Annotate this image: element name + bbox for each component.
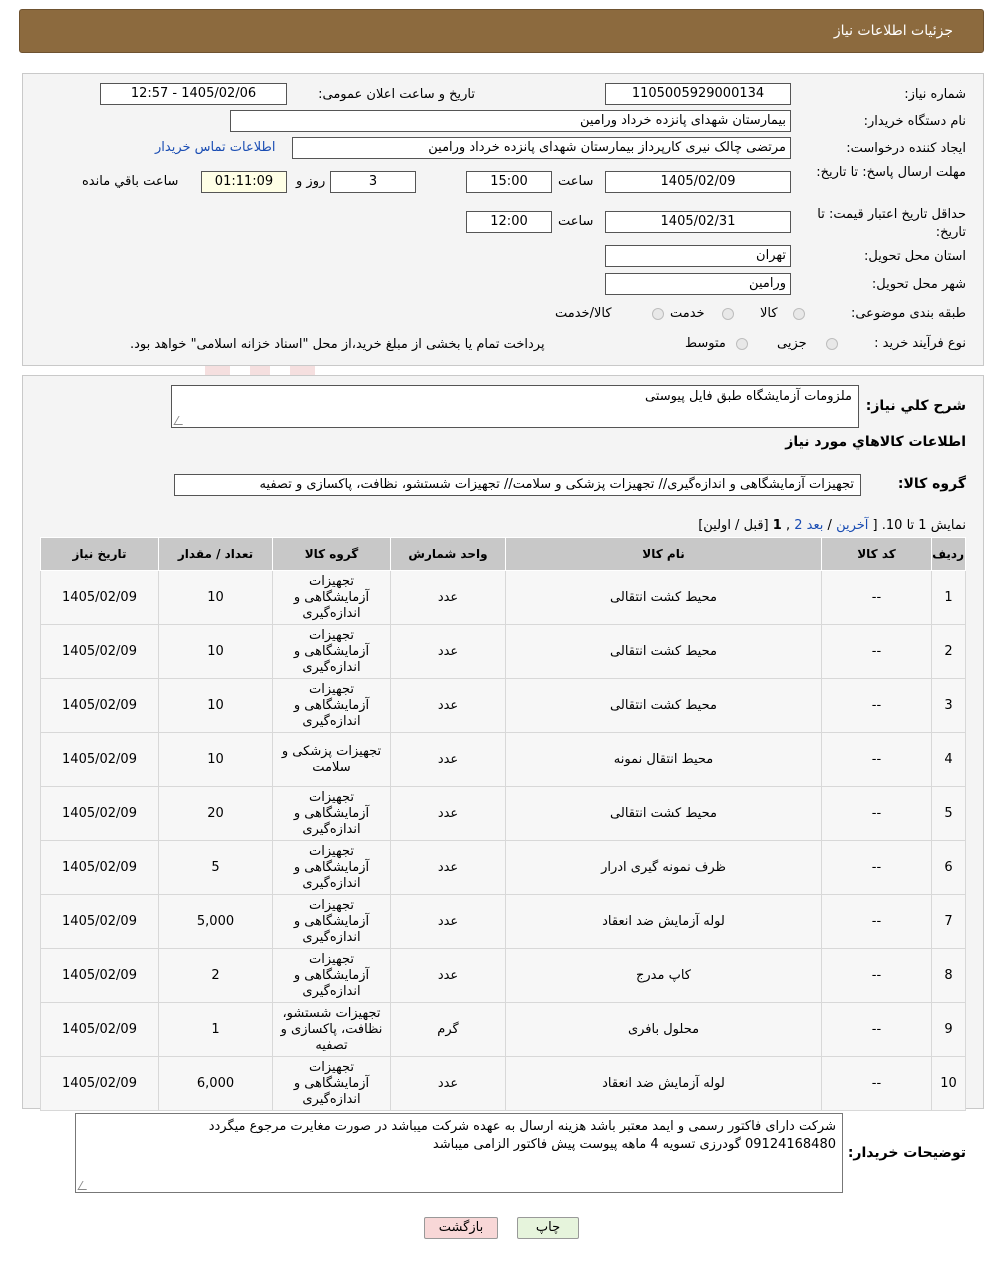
- cell-group: تجهیزات آزمایشگاهی و اندازه‌گیری: [273, 571, 391, 625]
- col-header-unit: واحد شمارش: [391, 538, 506, 571]
- buyer-notes-line-1: شرکت دارای فاکتور رسمی و ایمد معتبر باشد هزینه ارسال به عهده شرکت میباشد در صورت مغایرت مرجوع میگردد: [208, 1119, 836, 1134]
- cell-code: --: [822, 733, 932, 787]
- cell-quantity: 5,000: [159, 895, 273, 949]
- cell-unit: عدد: [391, 625, 506, 679]
- cell-name: محیط کشت انتقالی: [506, 571, 822, 625]
- cell-quantity: 2: [159, 949, 273, 1003]
- buyer-notes-line-2: 09124168480 گودرزی تسویه 4 ماهه پیوست پیش فاکتور الزامی میباشد: [432, 1137, 836, 1152]
- cell-code: --: [822, 625, 932, 679]
- table-header-row: [41, 538, 966, 571]
- cell-date: 1405/02/09: [41, 949, 159, 1003]
- category-goods-service-radio[interactable]: [652, 308, 664, 320]
- page-header: [19, 9, 984, 53]
- reply-time-field: 15:00: [466, 171, 552, 193]
- need-number-field: 1105005929000134: [605, 83, 791, 105]
- remaining-time-label: ساعت باقي مانده: [82, 174, 179, 189]
- cell-date: 1405/02/09: [41, 679, 159, 733]
- reply-date-field: 1405/02/09: [605, 171, 791, 193]
- cell-group: تجهیزات آزمایشگاهی و اندازه‌گیری: [273, 841, 391, 895]
- cell-name: لوله آزمایش ضد انعقاد: [506, 895, 822, 949]
- cell-group: تجهیزات شستشو، نظافت، پاکسازی و تصفیه: [273, 1003, 391, 1057]
- cell-date: 1405/02/09: [41, 571, 159, 625]
- col-header-code: کد کالا: [822, 538, 932, 571]
- cell-quantity: 1: [159, 1003, 273, 1057]
- col-header-name: نام کالا: [506, 538, 822, 571]
- back-button[interactable]: بازگشت: [424, 1217, 498, 1239]
- cell-row-number: 8: [932, 949, 966, 1003]
- category-goods-label: کالا: [760, 306, 778, 321]
- province-label: استان محل تحویل:: [864, 249, 966, 264]
- pagination: نمایش 1 تا 10. [ آخرین / بعد 2 , 1 [قبل / اولین]: [698, 518, 966, 533]
- pagination-current-page: 1: [772, 518, 782, 533]
- table-row: [41, 949, 966, 1003]
- price-validity-label: حداقل تاریخ اعتبار قیمت: تا تاریخ:: [817, 207, 966, 240]
- cell-quantity: 10: [159, 733, 273, 787]
- cell-date: 1405/02/09: [41, 1003, 159, 1057]
- process-minor-radio[interactable]: [826, 338, 838, 350]
- category-service-radio[interactable]: [722, 308, 734, 320]
- general-description-label: شرح کلي نياز:: [865, 398, 966, 414]
- cell-quantity: 6,000: [159, 1057, 273, 1111]
- pagination-summary: نمایش 1 تا 10.: [881, 518, 966, 533]
- city-field: ورامین: [605, 273, 791, 295]
- cell-group: تجهیزات آزمایشگاهی و اندازه‌گیری: [273, 1057, 391, 1111]
- cell-name: محیط کشت انتقالی: [506, 625, 822, 679]
- city-label: شهر محل تحویل:: [871, 277, 966, 292]
- cell-code: --: [822, 895, 932, 949]
- cell-date: 1405/02/09: [41, 841, 159, 895]
- cell-date: 1405/02/09: [41, 895, 159, 949]
- cell-date: 1405/02/09: [41, 1057, 159, 1111]
- table-row: [41, 571, 966, 625]
- cell-name: کاپ مدرج: [506, 949, 822, 1003]
- cell-quantity: 20: [159, 787, 273, 841]
- process-type-label: نوع فرآیند خرید :: [874, 336, 966, 351]
- cell-quantity: 10: [159, 625, 273, 679]
- col-header-quantity: تعداد / مقدار: [159, 538, 273, 571]
- days-label: روز و: [296, 174, 326, 189]
- cell-code: --: [822, 949, 932, 1003]
- cell-row-number: 6: [932, 841, 966, 895]
- buyer-contact-link[interactable]: اطلاعات تماس خریدار: [155, 140, 276, 155]
- goods-group-field: تجهیزات آزمایشگاهی و اندازه‌گیری// تجهیزات پزشکی و سلامت// تجهیزات شستشو، نظافت، پاکسازی و تصفیه: [174, 474, 861, 496]
- cell-quantity: 5: [159, 841, 273, 895]
- cell-unit: عدد: [391, 733, 506, 787]
- cell-name: ظرف نمونه گیری ادرار: [506, 841, 822, 895]
- page-title: جزئیات اطلاعات نیاز: [833, 23, 953, 39]
- reply-time-label: ساعت: [558, 174, 594, 189]
- col-header-date: تاریخ نیاز: [41, 538, 159, 571]
- creator-label: ایجاد کننده درخواست:: [846, 141, 966, 156]
- cell-unit: عدد: [391, 841, 506, 895]
- price-time-label: ساعت: [558, 214, 594, 229]
- cell-name: محلول بافری: [506, 1003, 822, 1057]
- resize-handle[interactable]: [77, 1181, 91, 1190]
- table-row: [41, 787, 966, 841]
- pagination-last-link[interactable]: آخرین: [836, 518, 869, 533]
- process-medium-label: متوسط: [685, 336, 726, 351]
- buyer-notes-field: [75, 1113, 843, 1193]
- cell-code: --: [822, 571, 932, 625]
- process-medium-radio[interactable]: [736, 338, 748, 350]
- announce-date-field: 1405/02/06 - 12:57: [100, 83, 287, 105]
- category-service-label: خدمت: [670, 306, 705, 321]
- province-field: تهران: [605, 245, 791, 267]
- items-heading: اطلاعات کالاهاي مورد نياز: [785, 434, 966, 450]
- print-button[interactable]: چاپ: [517, 1217, 579, 1239]
- pagination-page-2-link[interactable]: 2: [794, 518, 803, 533]
- cell-date: 1405/02/09: [41, 625, 159, 679]
- goods-group-label: گروه کالا:: [897, 476, 966, 492]
- cell-unit: عدد: [391, 1057, 506, 1111]
- general-description-field: [171, 385, 859, 428]
- cell-name: محیط کشت انتقالی: [506, 787, 822, 841]
- cell-name: محیط کشت انتقالی: [506, 679, 822, 733]
- process-payment-note: پرداخت تمام یا بخشی از مبلغ خرید،از محل "اسناد خزانه اسلامی" خواهد بود.: [130, 337, 545, 352]
- announce-date-label: تاریخ و ساعت اعلان عمومی:: [318, 87, 475, 102]
- cell-group: تجهیزات پزشکی و سلامت: [273, 733, 391, 787]
- table-row: [41, 733, 966, 787]
- general-description-text: ملزومات آزمایشگاه طبق فایل پیوستی: [644, 389, 852, 404]
- cell-code: --: [822, 679, 932, 733]
- cell-row-number: 9: [932, 1003, 966, 1057]
- table-row: [41, 679, 966, 733]
- table-row: [41, 841, 966, 895]
- cell-date: 1405/02/09: [41, 733, 159, 787]
- cell-quantity: 10: [159, 571, 273, 625]
- items-table: [40, 537, 966, 1111]
- buyer-org-label: نام دستگاه خریدار:: [863, 114, 966, 129]
- cell-row-number: 5: [932, 787, 966, 841]
- process-minor-label: جزیی: [777, 336, 807, 351]
- col-header-row-number: ردیف: [932, 538, 966, 571]
- cell-group: تجهیزات آزمایشگاهی و اندازه‌گیری: [273, 895, 391, 949]
- days-field: 3: [330, 171, 416, 193]
- cell-row-number: 3: [932, 679, 966, 733]
- cell-unit: عدد: [391, 949, 506, 1003]
- cell-unit: عدد: [391, 895, 506, 949]
- cell-quantity: 10: [159, 679, 273, 733]
- cell-row-number: 4: [932, 733, 966, 787]
- pagination-prev-first: [قبل / اولین]: [698, 518, 769, 533]
- buyer-org-field: بیمارستان شهدای پانزده خرداد ورامین: [230, 110, 791, 132]
- cell-code: --: [822, 787, 932, 841]
- cell-group: تجهیزات آزمایشگاهی و اندازه‌گیری: [273, 679, 391, 733]
- pagination-next-link[interactable]: بعد: [806, 518, 824, 533]
- cell-group: تجهیزات آزمایشگاهی و اندازه‌گیری: [273, 949, 391, 1003]
- category-goods-service-label: کالا/خدمت: [555, 306, 612, 321]
- cell-name: لوله آزمایش ضد انعقاد: [506, 1057, 822, 1111]
- cell-row-number: 10: [932, 1057, 966, 1111]
- category-label: طبقه بندی موضوعی:: [850, 306, 966, 321]
- creator-field: مرتضی چالک نیری کارپرداز بیمارستان شهدای پانزده خرداد ورامین: [292, 137, 791, 159]
- cell-row-number: 1: [932, 571, 966, 625]
- table-row: [41, 895, 966, 949]
- cell-code: --: [822, 1057, 932, 1111]
- cell-row-number: 7: [932, 895, 966, 949]
- cell-code: --: [822, 1003, 932, 1057]
- need-number-label: شماره نیاز:: [904, 87, 966, 102]
- cell-row-number: 2: [932, 625, 966, 679]
- cell-unit: عدد: [391, 787, 506, 841]
- category-goods-radio[interactable]: [793, 308, 805, 320]
- cell-group: تجهیزات آزمایشگاهی و اندازه‌گیری: [273, 787, 391, 841]
- cell-date: 1405/02/09: [41, 787, 159, 841]
- remaining-time-field: 01:11:09: [201, 171, 287, 193]
- price-time-field: 12:00: [466, 211, 552, 233]
- cell-unit: عدد: [391, 679, 506, 733]
- reply-deadline-label: مهلت ارسال پاسخ: تا تاریخ:: [816, 165, 966, 180]
- buyer-notes-label: توضیحات خریدار:: [847, 1145, 966, 1161]
- table-row: [41, 1057, 966, 1111]
- resize-handle[interactable]: [173, 416, 187, 425]
- col-header-group: گروه کالا: [273, 538, 391, 571]
- cell-name: محیط انتقال نمونه: [506, 733, 822, 787]
- cell-unit: گرم: [391, 1003, 506, 1057]
- cell-unit: عدد: [391, 571, 506, 625]
- cell-code: --: [822, 841, 932, 895]
- table-row: [41, 1003, 966, 1057]
- table-row: [41, 625, 966, 679]
- price-date-field: 1405/02/31: [605, 211, 791, 233]
- cell-group: تجهیزات آزمایشگاهی و اندازه‌گیری: [273, 625, 391, 679]
